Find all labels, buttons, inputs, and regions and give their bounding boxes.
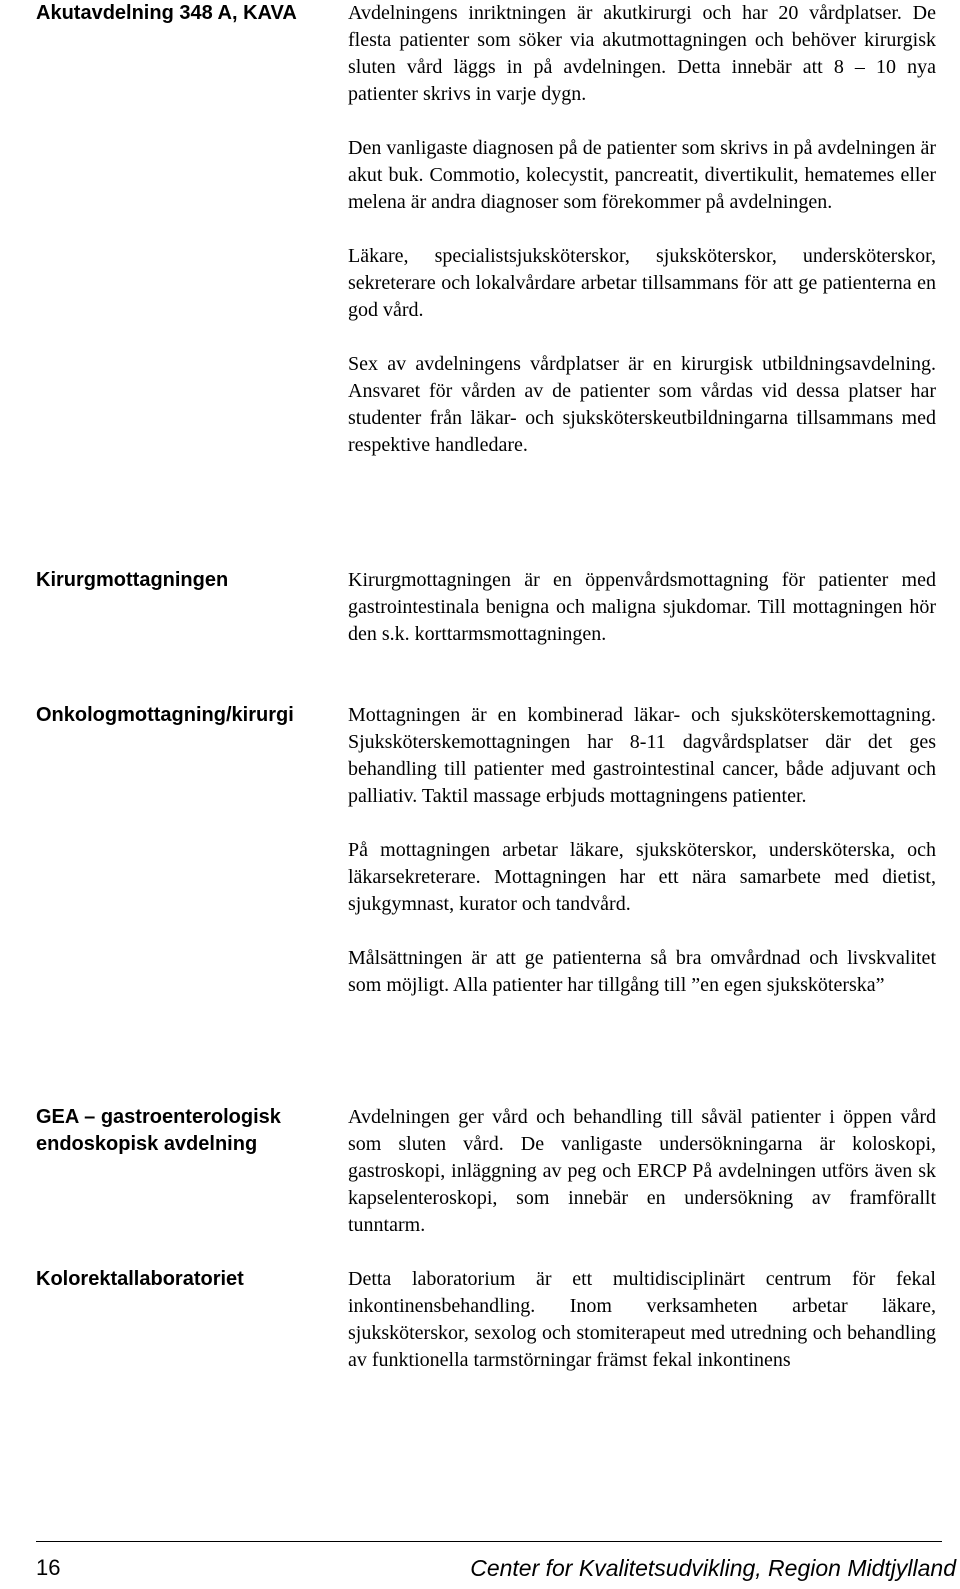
section-body: [348, 567, 936, 648]
paragraph: Sex av avdelningens vårdplatser är en kirurgisk utbildningsavdelning. Ansvaret för vården av de patienter som vårdas vid dessa platser har studenter från läkar- och sjuksköterskeutbildningarna tillsammans med respektive handledare.: [348, 353, 936, 456]
section-body: [348, 1104, 936, 1239]
section-heading: Kolorektallaboratoriet: [36, 1268, 244, 1290]
paragraph: Avdelningens inriktningen är akutkirurgi och har 20 vårdplatser. De flesta patienter som söker via akutmottagningen och behöver kirurgisk sluten vård läggs in på avdelningen. Detta innebär att 8 – 10 nya patienter skrivs in varje dygn.: [348, 2, 936, 105]
paragraph: Detta laboratorium är ett multidisciplinärt centrum för fekal inkontinensbehandling. Inom verksamheten arbetar läkare, sjuksköterskor, sexolog och stomiterapeut med utredning och behandling av funktionella tarmstörningar främst fekal inkontinens: [348, 1268, 936, 1371]
section-heading: Kirurgmottagningen: [36, 569, 229, 591]
paragraph: Målsättningen är att ge patienterna så bra omvårdnad och livskvalitet som möjligt. Alla patienter har tillgång till ”en egen sjuksköterska”: [348, 947, 936, 996]
paragraph: Avdelningen ger vård och behandling till såväl patienter i öppen vård som sluten vård. De vanligaste undersökningarna är koloskopi, gastroskopi, inläggning av peg och ERCP På avdelningen utförs även sk kapselenteroskopi, som innebär en undersökning av framförallt tunntarm.: [348, 1106, 936, 1236]
paragraph: Den vanligaste diagnosen på de patienter som skrivs in på avdelningen är akut buk. Commotio, kolecystit, pancreatit, divertikulit, hematemes eller melena är andra diagnoser som förekommer på avdelningen.: [348, 137, 936, 213]
paragraph: Läkare, specialistsjuksköterskor, sjuksköterskor, undersköterskor, sekreterare och lokalvårdare arbetar tillsammans för att ge patienterna en god vård.: [348, 245, 936, 321]
section-heading: GEA – gastroenterologisk endoskopisk avdelning: [36, 1106, 281, 1155]
footer-organization: Center for Kvalitetsudvikling, Region Midtjylland: [470, 1555, 956, 1581]
footer-divider: [36, 1541, 942, 1542]
section-body: [348, 1266, 936, 1374]
paragraph: Mottagningen är en kombinerad läkar- och sjuksköterskemottagning. Sjuksköterskemottagningen har 8-11 dagvårdsplatser där det ges behandling till patienter med gastrointestinal cancer, både adjuvant och palliativ. Taktil massage erbjuds mottagningens patienter.: [348, 704, 936, 807]
paragraph: På mottagningen arbetar läkare, sjuksköterskor, undersköterska, och läkarsekreterare. Mottagningen har ett nära samarbete med dietist, sjukgymnast, kurator och tandvård.: [348, 839, 936, 915]
page-number: 16: [36, 1555, 61, 1580]
section-body: [348, 702, 936, 999]
section-heading: Akutavdelning 348 A, KAVA: [36, 2, 297, 24]
section-body: [348, 0, 936, 459]
paragraph: Kirurgmottagningen är en öppenvårdsmottagning för patienter med gastrointestinala benigna och maligna sjukdomar. Till mottagningen hör den s.k. korttarmsmottagningen.: [348, 569, 936, 645]
section-heading: Onkologmottagning/kirurgi: [36, 704, 294, 726]
